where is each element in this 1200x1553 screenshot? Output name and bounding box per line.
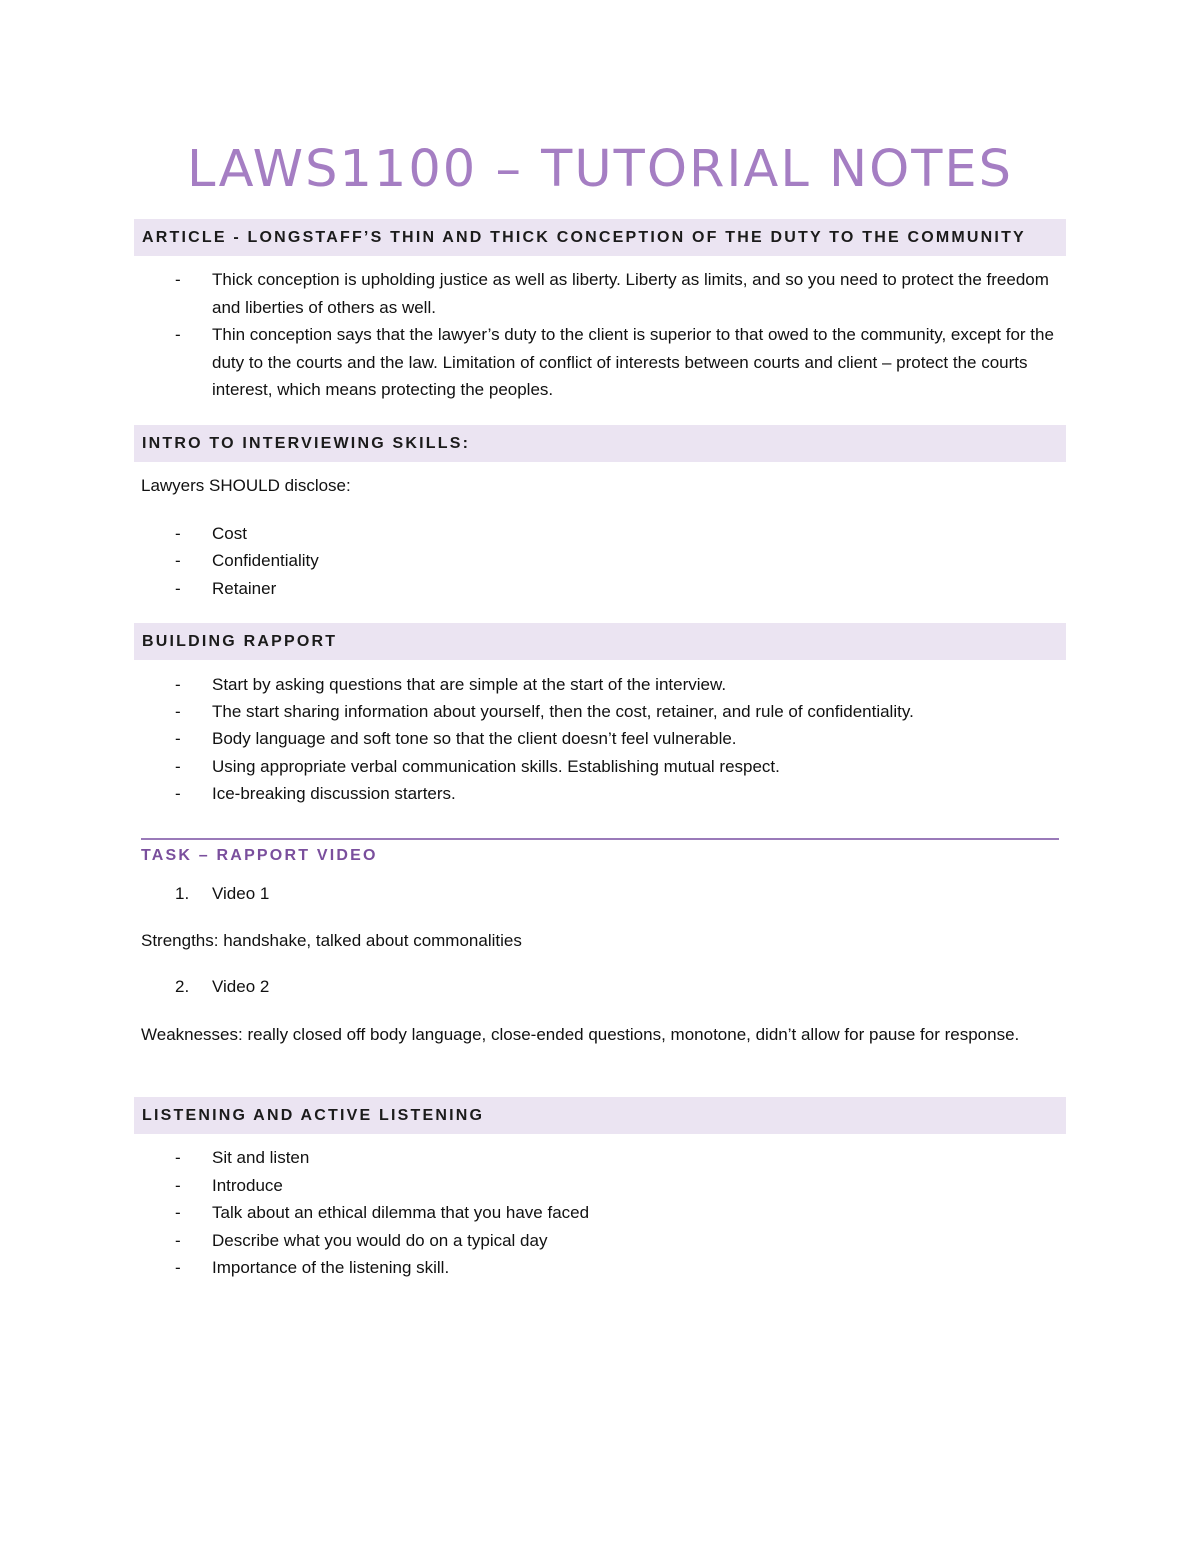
section-intro-text: Lawyers SHOULD disclose: xyxy=(141,476,351,495)
item-label: Video 2 xyxy=(212,977,270,996)
list-item-text: Talk about an ethical dilemma that you have faced xyxy=(212,1203,590,1222)
section-heading-text: ARTICLE - LONGSTAFF’S THIN AND THICK CONCEPTION OF THE DUTY TO THE COMMUNITY xyxy=(142,228,1026,246)
section-heading-interviewing xyxy=(134,425,1066,462)
item-number: 2. xyxy=(175,977,190,996)
list-item-text: Describe what you would do on a typical day xyxy=(212,1231,548,1250)
list-item-text: Confidentiality xyxy=(212,551,319,570)
bullet-marker: - xyxy=(175,1176,181,1195)
bullet-marker: - xyxy=(175,784,181,803)
bullet-marker: - xyxy=(175,1231,181,1250)
section-heading-listening xyxy=(134,1097,1066,1134)
list-item-text: The start sharing information about yourself, then the cost, retainer, and rule of confidentiality. xyxy=(212,702,914,721)
item-note: Strengths: handshake, talked about commonalities xyxy=(141,931,522,950)
list-item-text: Thin conception says that the lawyer’s duty to the client is superior to that owed to the community, except for the duty to the courts and the law. Limitation of conflict of interests between courts and client – protect the courts interest, which means protecting the peoples. xyxy=(212,325,1054,399)
list-item-text: Sit and listen xyxy=(212,1148,310,1167)
bullet-marker: - xyxy=(175,524,181,543)
item-note: Weaknesses: really closed off body language, close-ended questions, monotone, didn’t allow for pause for response. xyxy=(141,1025,1020,1044)
bullet-marker: - xyxy=(175,270,181,289)
bullet-marker: - xyxy=(175,1203,181,1222)
list-item-text: Importance of the listening skill. xyxy=(212,1258,450,1277)
section-heading-rapport xyxy=(134,623,1066,660)
bullet-marker: - xyxy=(175,675,181,694)
list-item-text: Ice-breaking discussion starters. xyxy=(212,784,456,803)
section-heading-text: LISTENING AND ACTIVE LISTENING xyxy=(142,1106,485,1124)
section-divider xyxy=(141,838,1059,840)
bullet-marker: - xyxy=(175,325,181,344)
list-item-text: Body language and soft tone so that the client doesn’t feel vulnerable. xyxy=(212,729,737,748)
bullet-marker: - xyxy=(175,551,181,570)
bullet-marker: - xyxy=(175,1148,181,1167)
list-item-text: Cost xyxy=(212,524,247,543)
list-item-text: Introduce xyxy=(212,1176,283,1195)
list-item-text: Thick conception is upholding justice as well as liberty. Liberty as limits, and so you need to protect the freedom and liberties of others as well. xyxy=(212,270,1049,317)
list-item-text: Retainer xyxy=(212,579,277,598)
bullet-marker: - xyxy=(175,729,181,748)
list-item-text: Using appropriate verbal communication skills. Establishing mutual respect. xyxy=(212,757,780,776)
section-heading-article xyxy=(134,219,1066,256)
bullet-marker: - xyxy=(175,1258,181,1277)
bullet-marker: - xyxy=(175,702,181,721)
task-heading: TASK – RAPPORT VIDEO xyxy=(141,847,378,864)
bullet-marker: - xyxy=(175,579,181,598)
list-item-text: Start by asking questions that are simple at the start of the interview. xyxy=(212,675,727,694)
section-heading-text: BUILDING RAPPORT xyxy=(142,632,338,650)
section-heading-text: INTRO TO INTERVIEWING SKILLS: xyxy=(142,434,471,452)
document-title: LAWS1100 – TUTORIAL NOTES xyxy=(186,140,1013,199)
item-label: Video 1 xyxy=(212,884,270,903)
bullet-marker: - xyxy=(175,757,181,776)
item-number: 1. xyxy=(175,884,190,903)
